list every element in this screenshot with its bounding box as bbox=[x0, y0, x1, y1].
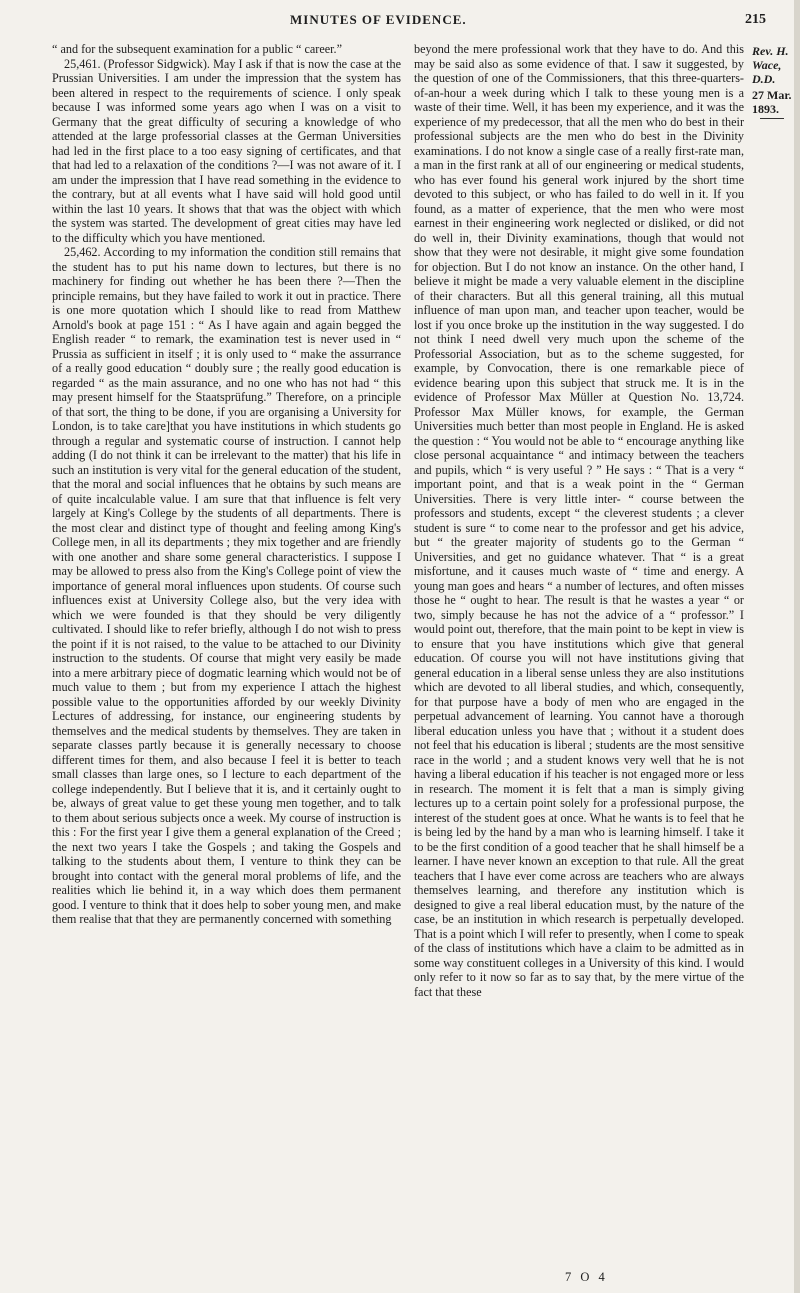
signature-mark: 7 O 4 bbox=[565, 1270, 608, 1284]
running-title: MINUTES OF EVIDENCE. bbox=[290, 12, 467, 27]
evidence-date: 27 Mar. 1893. bbox=[752, 88, 792, 116]
margin-note bbox=[752, 44, 798, 119]
paragraph-25462: 25,462. According to my information the condition still remains that the student has to put his name down to lectures, but there is no machinery for finding out whether he has been there ?—Then the principle remains, but they have failed to work it out in practice. There is one more quotation which I should like to read from Matthew Arnold's book at page 151 : “ As I have again and again begged the English reader “ to remark, the examination test is never used in “ Prussia as sufficient in itself ; it is only used to “ make the assurrance of a really good education “ doubly sure ; the really good education is regarded “ as the main assurance, and no one who has not had “ this may present himself for the Staatsprüfung.” Therefore, on a principle of that sort, the thing to be done, if you are organising a University for London, is to take care]that you have institutions in which students go through a regular and systematic course of instruction. I cannot help adding (I do not think it can be irrelevant to the matter) that his life in such an institution is very vital for the general education of the student, that the moral and social influences that he obtains by such means are of quite incalculable value. I am sure that that influence is felt very largely at King's College by the students of all departments. There is the most clear and distinct type of thought and feeling among King's College men, in all its departments ; they mix together and are friendly with one another and share some general characteristics. I suppose I may be allowed to press also from the King's College point of view the importance of general moral influences upon students. Of course such influences exist at University College also, but the very idea with which we were founded is that they should be very diligently cultivated. I should like to refer briefly, although I do not wish to press the point if it is not raised, to the value to be attached to our Divinity instruction to the students. Of course that might very easily be made into a mere arbitrary piece of dogmatic learning which would not be of much value to them ; but from my experience I attach the highest possible value to the opportunities afforded by our weekly Divinity Lectures of addressing, for instance, our engineering students by themselves and the medical students by themselves. They are taken in separate classes partly because it is generally necessary to choose different times for them, and also because I feel it is better to teach small classes than large ones, so I lecture to each department of the college independently. But I believe that it is, and it certainly ought to be, always of great value to get these young men together, and to talk to them about serious subjects once a week. My course of instruction is this : For the first year I give them a general explanation of the Creed ; the next two years I take the Gospels ; and taking the Gospels and talking to the students about them, I venture to think they can be brought into contact with the general moral problems of life, and the realities which lie behind it, in a way which does them permanent good. I venture to think that it does help to sober young men, and make them realise that that they are permanently concerned with something bbox=[52, 245, 401, 926]
paragraph-continued: beyond the mere professional work that they have to do. And this may be said also as some evidence of that. I saw it suggested, by the question of one of the Commissioners, that this three-quarters-of-an-hour a week during which I talk to these young men is a waste of their time. Well, it has been my experience, and it was the experience of my predecessor, that all the men who do best in their professional subjects are the men who do best in the Divinity examinations. I do not know a single case of a really first-rate man, a man in the first rank at all of our engineering or medical students, who has ever found his general work injured by the short time devoted to this subject, or who has failed to do well in it. If you found, as a matter of experience, that the men who were most earnest in their engineering work neglected or disliked, or did not do well in, their Divinity examinations, though that would not show that they were not desirable, it might give some foundation for objection. But I do not know an instance. On the other hand, I believe it might be made a very valuable element in the discipline of their characters. But all this general training, all this mutual influence of man upon man, and teacher upon teacher, would be lost if you once broke up the institution in the way suggested. I do not think I need dwell very much upon the scheme of the Professorial Association, but as to the scheme suggested, for example, by Convocation, there is one remarkable piece of evidence bearing upon this subject that struck me. It is in the evidence of Professor Max Müller at Question No. 13,724. Professor Max Müller knows, for example, the German Universities much better than most people in England. He is asked the question : “ You would not be able to “ encourage anything like close personal acquaintance “ and intimacy between the teachers and pupils, which “ is very useful ? ” He says : “ That is a very “ important point, and that is a weak point in the “ German Universities. There is very little inter- “ course between the professors and students, except “ the cleverest students ; a clever student is sure “ to come near to the professor and get his advice, but “ the greater majority of students go to the German “ Universities, and get no guidance whatever. That “ is a great misfortune, and it causes much waste of “ time and energy. A young man goes and hears “ a number of lectures, and often misses those he “ ought to hear. The result is that he wastes a year “ or two, simply because he has not the advice of a “ professor.” I would point out, therefore, that the main point to be kept in view is to ensure that you have institutions which give that general education. Of course you will not have institutions giving that general education in a liberal sense unless they are also institutions which are devoted to all liberal studies, and which, consequently, for that purpose have a body of men who are engaged in the perpetual advancement of learning. You cannot have a thorough liberal education unless you have that ; without it a student does not feel that his education is liberal ; students are the most sensitive race in the world ; and a student knows very well that he is not having a liberal education if his teacher is not engaged more or less in research. The moment it is felt that a man is simply giving lectures up to a certain point solely for a professional purpose, the interest of the student goes at once. What he wants is to feel that he is being led by the hand by a man who is learning himself. I take it to be the first condition of a good teacher that he shall himself be a learner. I have never known an exception to that rule. All the great teachers that I have ever come across are teachers who are always themselves learning, and therefore any institution which is designed to give a real liberal education must, by the nature of the case, be an institution in which research is perpetually developed. That is a point which I will refer to presently, when I come to speak of the class of institutions which have a claim to be admitted as in some way constituent colleges in a University of this kind. I would only refer to it now so far as to say that, by the mere virtue of the fact that these bbox=[414, 42, 744, 999]
right-column bbox=[414, 42, 744, 999]
paragraph-continuation: “ and for the subsequent examination for a public “ career.” bbox=[52, 42, 343, 56]
page-number: 215 bbox=[745, 12, 766, 27]
left-column bbox=[52, 42, 401, 927]
margin-divider bbox=[760, 118, 784, 119]
witness-name: Rev. H. Wace, D.D. bbox=[752, 44, 789, 86]
paragraph-25461: 25,461. (Professor Sidgwick). May I ask if that is now the case at the Prussian Universities. I am under the impression that the system has been altered in respect to the requirements of science. I only speak because I was informed some years ago when I was on a visit to Germany that the great difficulty of securing a knowledge of who attended at the large professorial classes at the German Universities had led in the first place to a too easy signing of certificates, and that that had led to a relaxation of the conditions ?—I was not aware of it. I am under the impression that I have read something in the evidence to the contrary, but at all events what I have said will hold good until within the last 10 years. It shows that that was the object with which the system was started. The development of great cities may have led to the difficulty which you have mentioned. bbox=[52, 56, 401, 245]
page-header bbox=[0, 12, 800, 34]
page-edge bbox=[794, 0, 800, 1293]
